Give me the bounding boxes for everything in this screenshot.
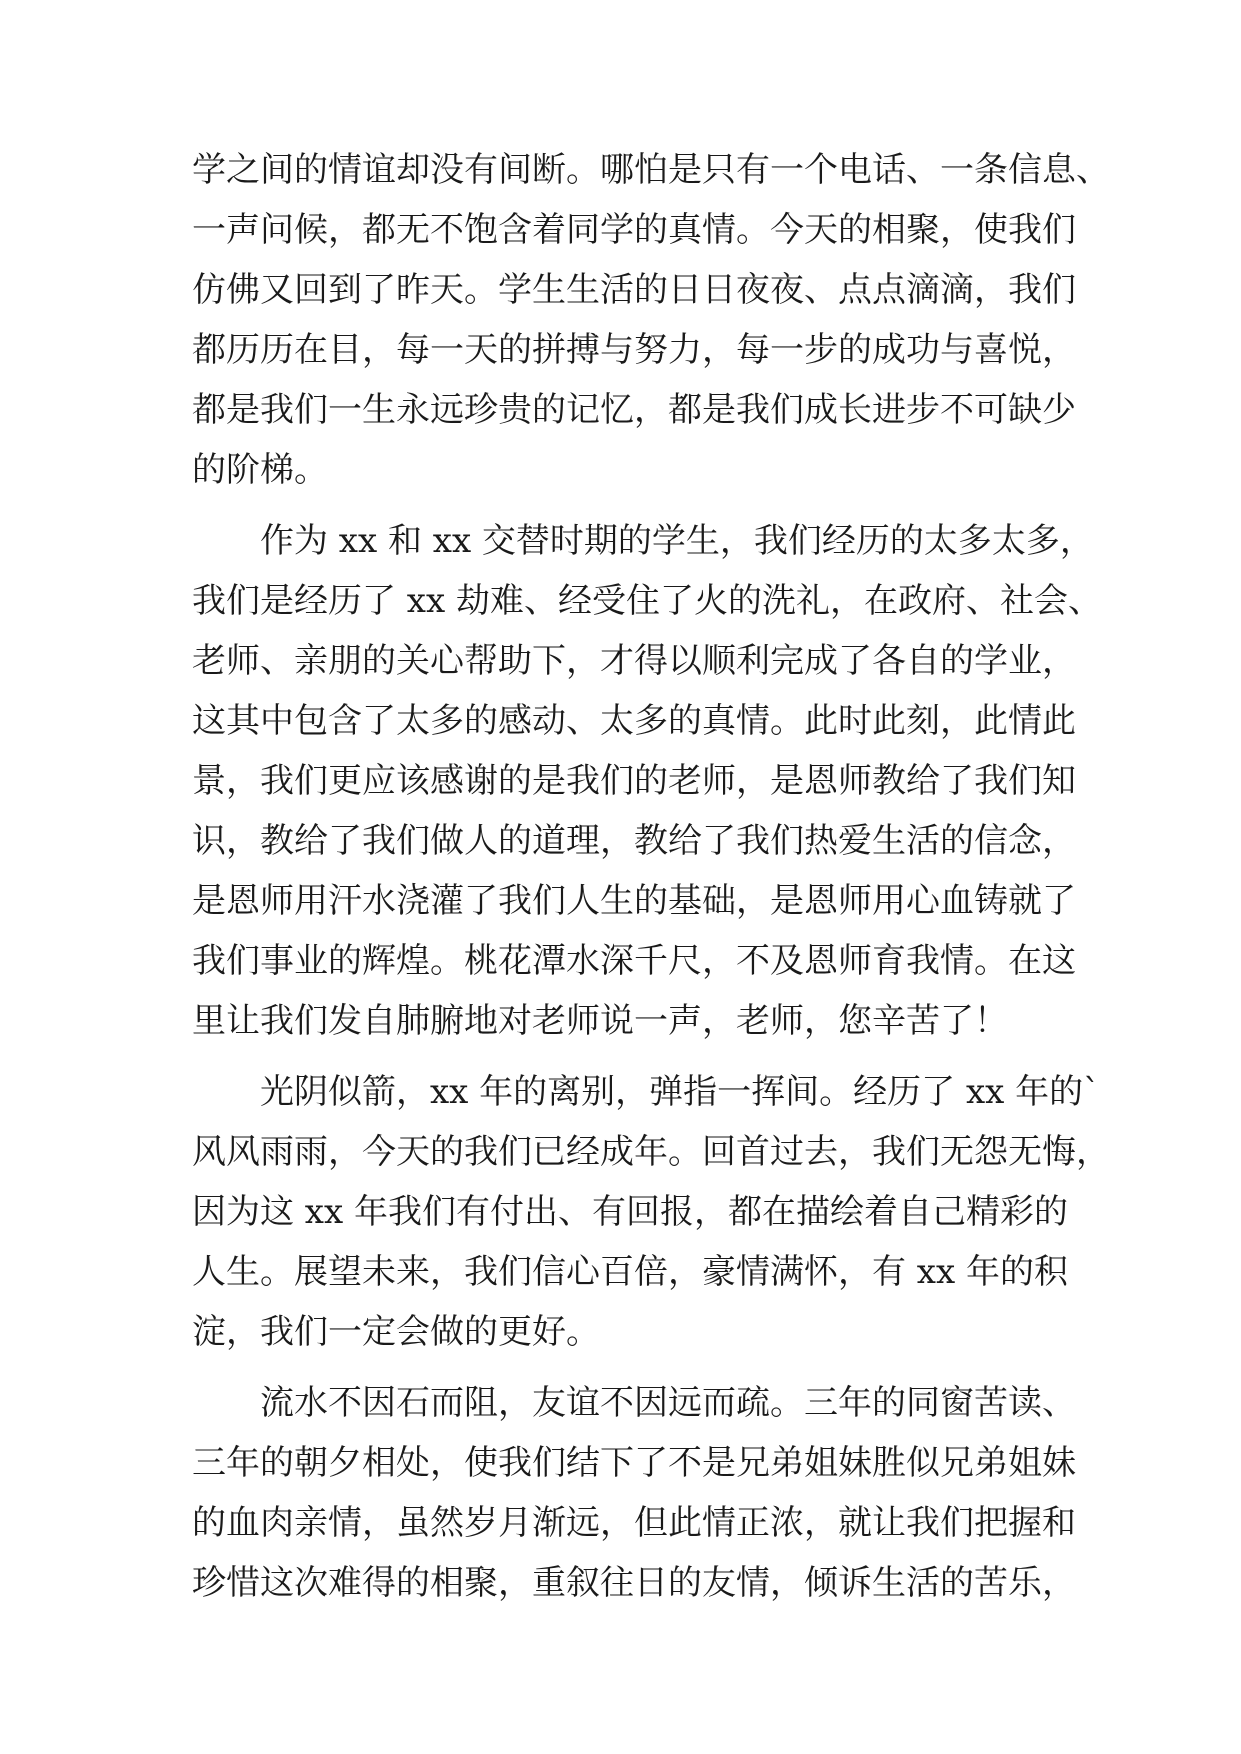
text-line: 都是我们一生永远珍贵的记忆，都是我们成长进步不可缺少 (192, 390, 1076, 430)
text-line: 老师、亲朋的关心帮助下，才得以顺利完成了各自的学业， (192, 641, 1076, 681)
text-line: 里让我们发自肺腑地对老师说一声，老师，您辛苦了！ (192, 1001, 1008, 1041)
text-line: 仿佛又回到了昨天。学生生活的日日夜夜、点点滴滴，我们 (192, 270, 1076, 310)
text-line: 我们是经历了 xx 劫难、经受住了火的洗礼，在政府、社会、 (192, 581, 1102, 621)
text-line: 人生。展望未来，我们信心百倍，豪情满怀，有 xx 年的积 (192, 1252, 1068, 1292)
text-line: 珍惜这次难得的相聚，重叙往日的友情，倾诉生活的苦乐， (192, 1563, 1076, 1603)
text-line: 这其中包含了太多的感动、太多的真情。此时此刻，此情此 (192, 701, 1076, 741)
text-line: 的阶梯。 (192, 450, 328, 490)
text-line: 都历历在目，每一天的拼搏与努力，每一步的成功与喜悦， (192, 330, 1076, 370)
text-line: 我们事业的辉煌。桃花潭水深千尺，不及恩师育我情。在这 (192, 941, 1076, 981)
text-line: 识，教给了我们做人的道理，教给了我们热爱生活的信念， (192, 821, 1076, 861)
text-line: 淀，我们一定会做的更好。 (192, 1312, 600, 1352)
text-line: 三年的朝夕相处，使我们结下了不是兄弟姐妹胜似兄弟姐妹 (192, 1443, 1076, 1483)
text-line: 风风雨雨，今天的我们已经成年。回首过去，我们无怨无悔， (192, 1132, 1110, 1172)
text-line: 学之间的情谊却没有间断。哪怕是只有一个电话、一条信息、 (192, 150, 1110, 190)
text-line: 一声问候，都无不饱含着同学的真情。今天的相聚，使我们 (192, 210, 1076, 250)
text-line: 光阴似箭，xx 年的离别，弹指一挥间。经历了 xx 年的` (192, 1072, 1101, 1112)
text-line: 因为这 xx 年我们有付出、有回报，都在描绘着自己精彩的 (192, 1192, 1068, 1232)
text-line: 的血肉亲情，虽然岁月渐远，但此情正浓，就让我们把握和 (192, 1503, 1076, 1543)
text-line: 景，我们更应该感谢的是我们的老师，是恩师教给了我们知 (192, 761, 1076, 801)
text-line: 作为 xx 和 xx 交替时期的学生，我们经历的太多太多， (192, 521, 1094, 561)
text-line: 是恩师用汗水浇灌了我们人生的基础，是恩师用心血铸就了 (192, 881, 1076, 921)
text-line: 流水不因石而阻，友谊不因远而疏。三年的同窗苦读、 (192, 1383, 1076, 1423)
